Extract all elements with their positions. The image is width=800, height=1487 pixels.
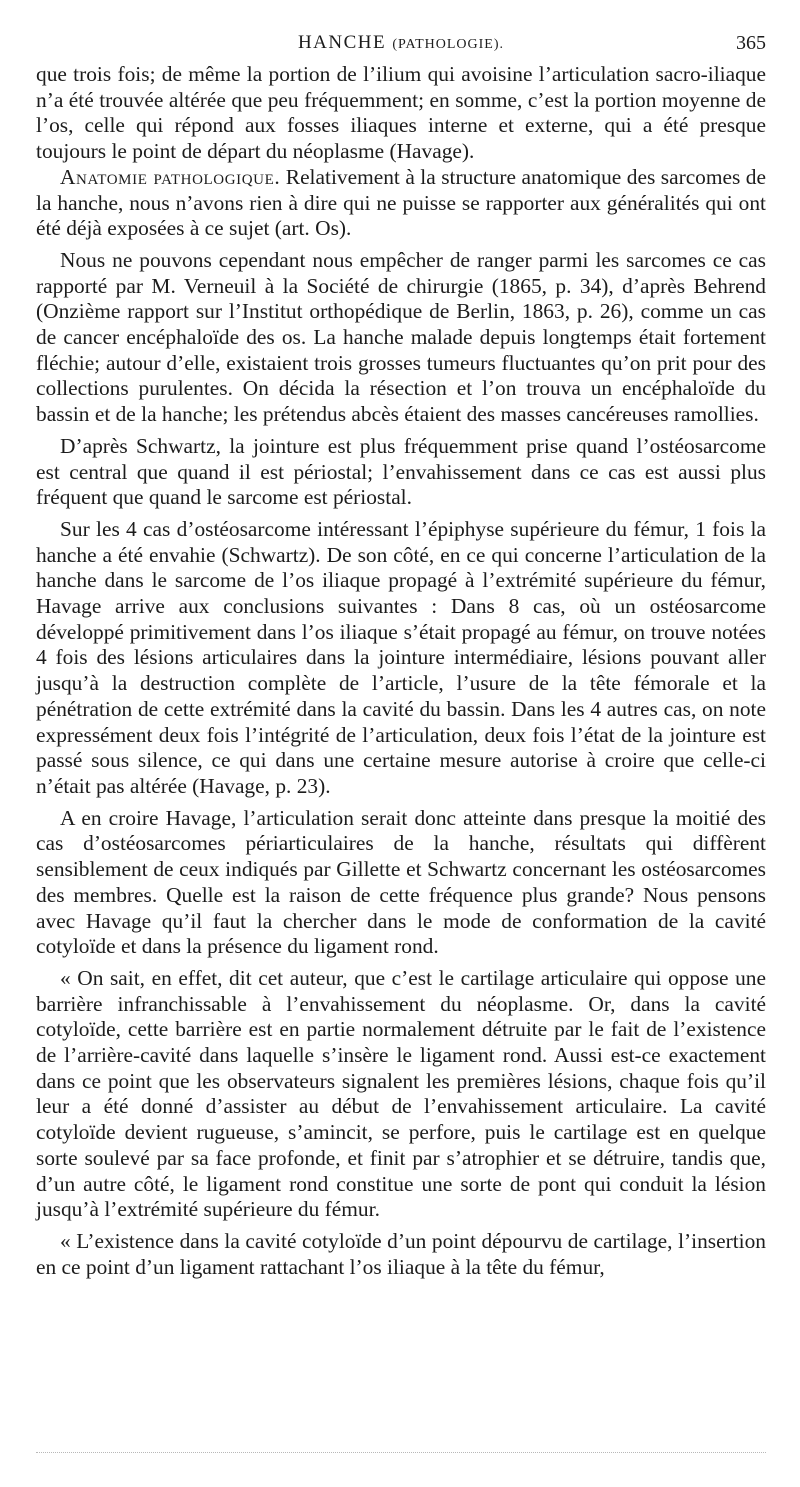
paragraph-8: « L’existence dans la cavité cotyloïde d’un point dépourvu de cartilage, l’insertion en ce point d’un ligament rattachant l’os iliaque à la tête du fémur, xyxy=(36,1228,766,1279)
paragraph-6: A en croire Havage, l’articulation serait donc atteinte dans presque la moitié des cas d’ostéosarcomes périarticulaires de la hanche, résultats qui diffèrent sensiblement de ceux indiqués par Gillette et Schwartz concernant les ostéosarcomes des membres. Quelle est la raison de cette fréquence plus grande? Nous pensons avec Havage qu’il faut la chercher dans le mode de conformation de la cavité cotyloïde et dans la présence du ligament rond. xyxy=(36,805,766,959)
paragraph-7: « On sait, en effet, dit cet auteur, que c’est le cartilage articulaire qui oppose une barrière infranchissable à l’envahissement du néoplasme. Or, dans la cavité cotyloïde, cette barrière est en partie normalement détruite par le fait de l’existence de l’arrière-cavité dans laquelle s’insère le ligament rond. Aussi est-ce exactement dans ce point que les observateurs signalent les premières lésions, chaque fois qu’il leur a été donné d’assister au début de l’envahissement articulaire. La cavité cotyloïde devient rugueuse, s’amincit, se perfore, puis le cartilage est en quelque sorte soulevé par sa face profonde, et finit par s’atrophier et se détruire, tandis que, d’un autre côté, le ligament rond constitue une sorte de pont qui conduit la lésion jusqu’à l’extrémité supérieure du fémur. xyxy=(36,965,766,1222)
footer-rule xyxy=(36,1452,766,1453)
running-title xyxy=(36,32,766,54)
running-title-main: HANCHE xyxy=(297,32,387,53)
page-number: 365 xyxy=(736,32,766,54)
document-page xyxy=(36,28,766,1280)
running-header xyxy=(36,28,766,62)
paragraph-5: Sur les 4 cas d’ostéosarcome intéressant l’épiphyse supérieure du fémur, 1 fois la hanche a été envahie (Schwartz). De son côté, en ce qui concerne l’articulation de la hanche dans le sarcome de l’os iliaque propagé à l’extrémité supérieure du fémur, Havage arrive aux conclusions suivantes : Dans 8 cas, où un ostéosarcome développé primitivement dans l’os iliaque s’était propagé au fémur, on trouve notées 4 fois des lésions articulaires dans la jointure intermédiaire, lésions pouvant aller jusqu’à la destruction complète de l’article, l’usure de la tête fémorale et la pénétration de cette extrémité dans la cavité du bassin. Dans les 4 autres cas, on note expressément deux fois l’intégrité de l’articulation, deux fois l’état de la jointure est passé sous silence, ce qui dans une certaine mesure autorise à croire que celle-ci n’était pas altérée (Havage, p. 23). xyxy=(36,516,766,798)
paragraph-4: D’après Schwartz, la jointure est plus fréquemment prise quand l’ostéosarcome est central que quand il est périostal; l’envahissement dans ce cas est aussi plus fréquent que quand le sarcome est périostal. xyxy=(36,433,766,510)
body-text xyxy=(36,62,766,1280)
section-heading: Anatomie pathologique. xyxy=(60,164,281,189)
running-title-sub: (PATHOLOGIE). xyxy=(392,37,505,52)
paragraph-2-text: Relativement à la structure anatomique des sarcomes de la hanche, nous n’avons rien à dire qui ne puisse se rapporter aux généralités qui ont été déjà exposées à ce sujet (art. Os). xyxy=(36,164,766,241)
paragraph-2 xyxy=(36,165,766,242)
paragraph-1: que trois fois; de même la portion de l’ilium qui avoisine l’articulation sacro-iliaque n’a été trouvée altérée que peu fréquemment; en somme, c’est la portion moyenne de l’os, celle qui répond aux fosses iliaques interne et externe, qui a été presque toujours le point de départ du néoplasme (Havage). xyxy=(36,62,766,164)
paragraph-3: Nous ne pouvons cependant nous empêcher de ranger parmi les sarcomes ce cas rapporté par M. Verneuil à la Société de chirurgie (1865, p. 34), d’après Behrend (Onzième rapport sur l’Institut orthopédique de Berlin, 1863, p. 26), comme un cas de cancer encéphaloïde des os. La hanche malade depuis longtemps était fortement fléchie; autour d’elle, existaient trois grosses tumeurs fluctuantes qu’on prit pour des collections purulentes. On décida la résection et l’on trouva un encéphaloïde du bassin et de la hanche; les prétendus abcès étaient des masses cancéreuses ramollies. xyxy=(36,247,766,427)
